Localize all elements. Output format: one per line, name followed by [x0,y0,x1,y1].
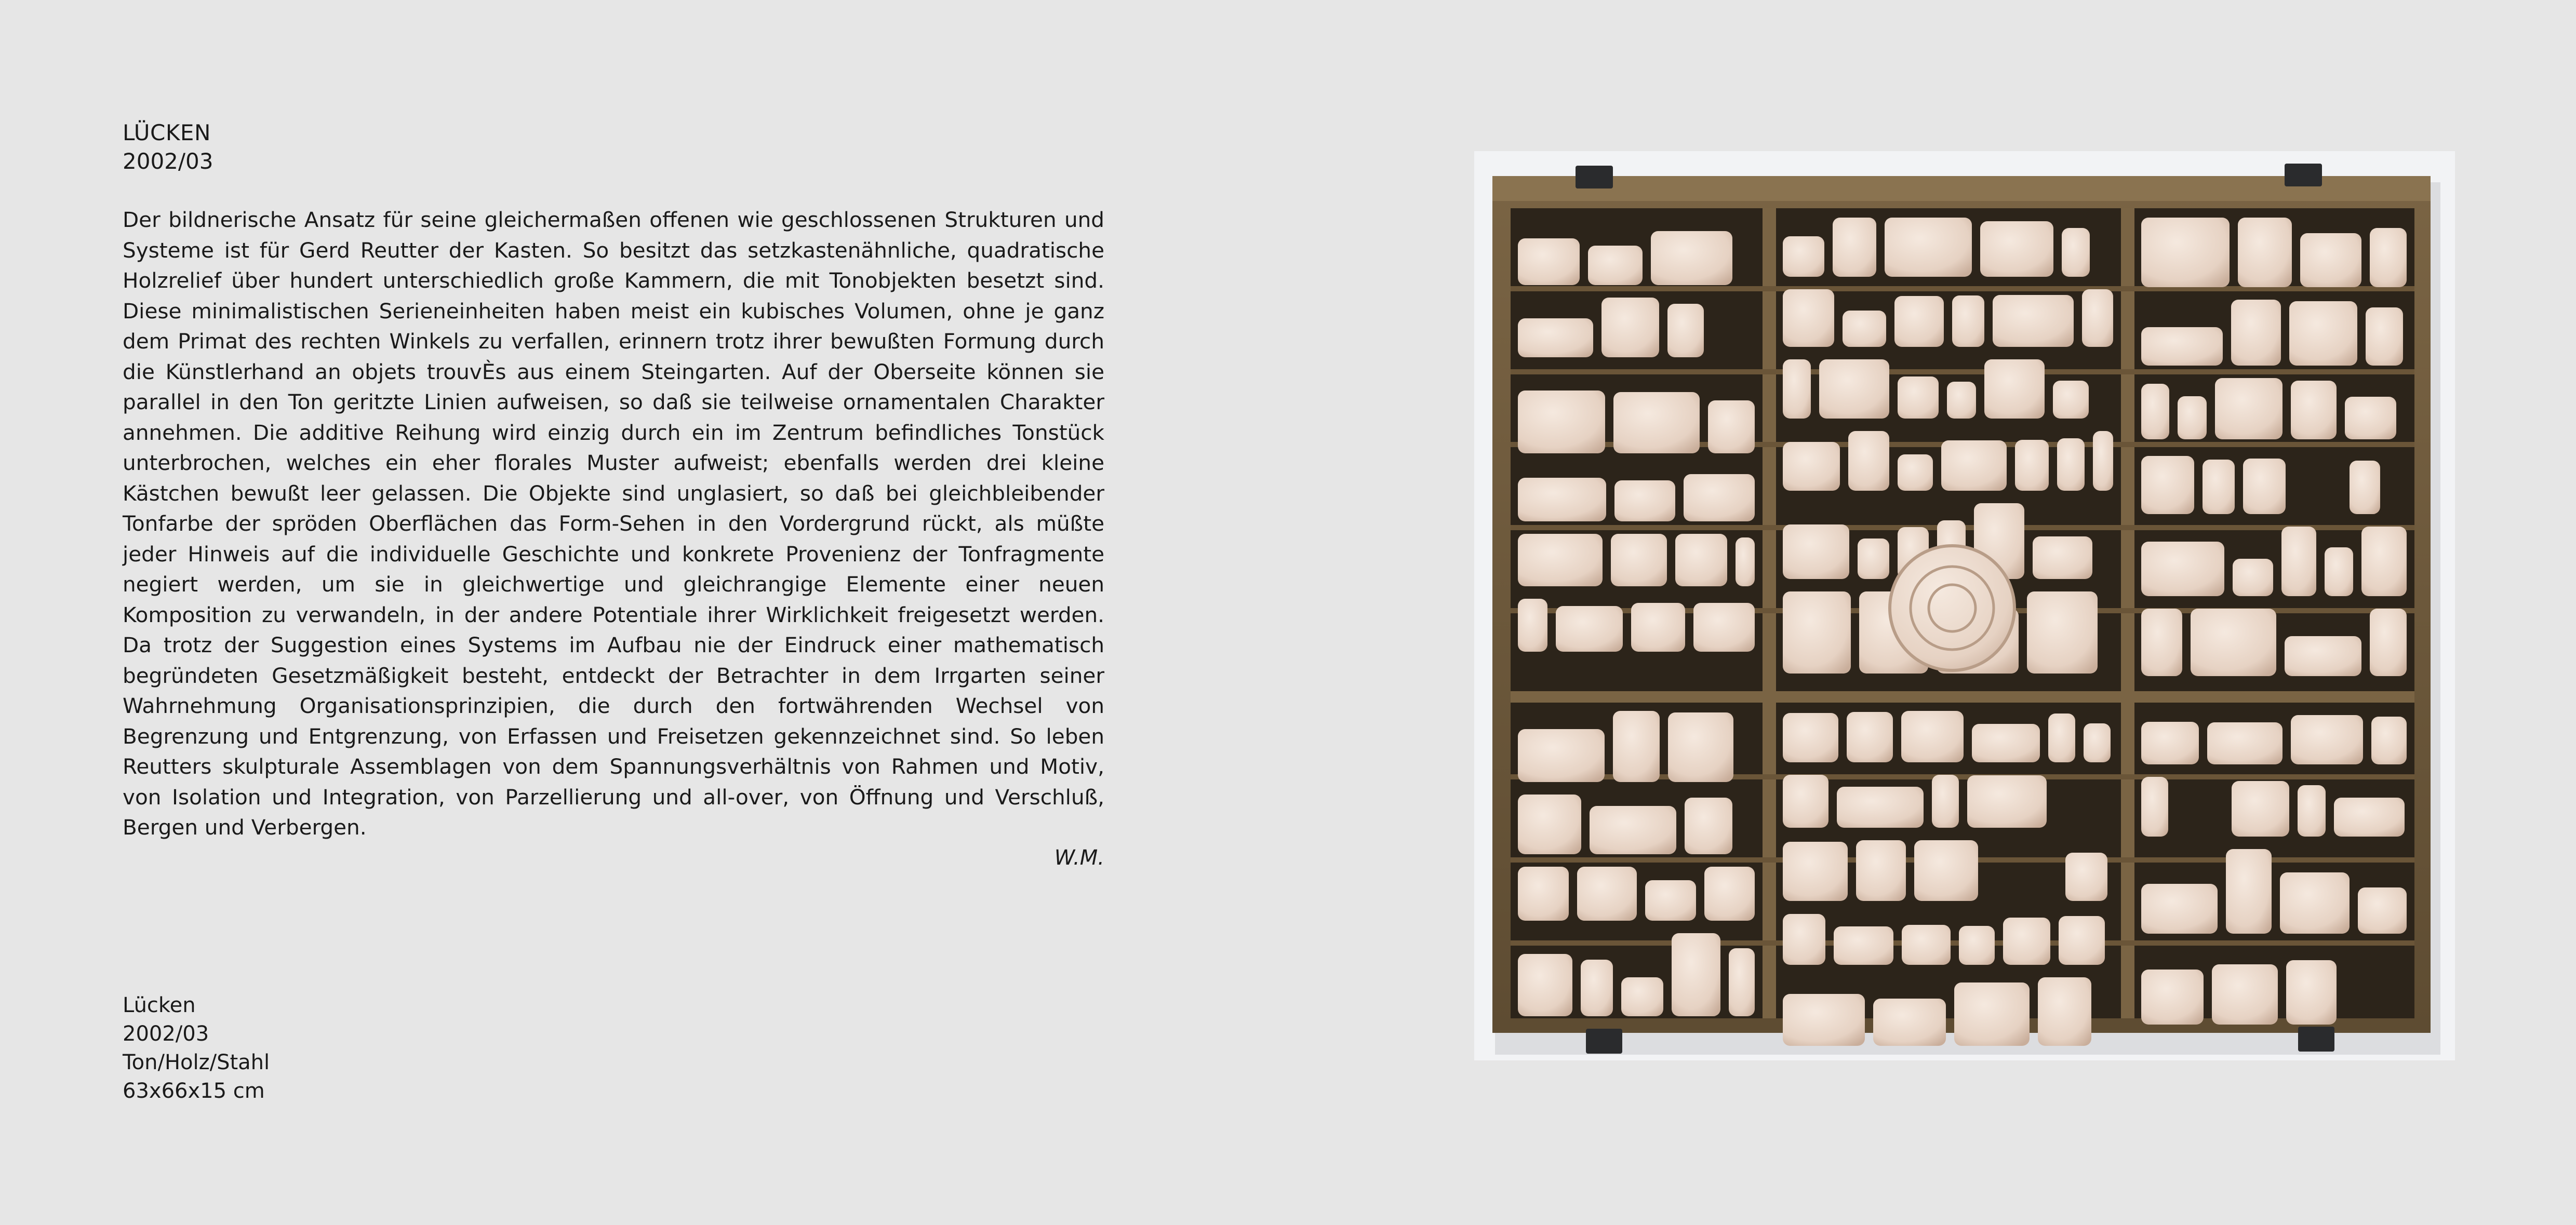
steel-clip-top-left [1576,166,1613,189]
clay-piece [2053,381,2089,419]
clay-piece [2065,853,2107,901]
shelf-divider [1511,369,2414,374]
clay-piece [1518,795,1581,854]
clay-piece [2358,887,2407,934]
clay-piece [2280,872,2350,934]
clay-piece [1819,359,1889,419]
clay-piece [1631,603,1685,652]
clay-piece [1518,729,1605,782]
clay-piece [2141,327,2223,366]
clay-piece [2300,233,2361,287]
clay-piece [1843,311,1886,347]
clay-piece [2057,438,2085,491]
clay-piece [1858,539,1889,579]
clay-piece [1901,711,1964,762]
clay-piece [1972,724,2040,762]
clay-piece [1873,999,1946,1046]
clay-piece [1959,926,1995,965]
clay-piece [1518,867,1569,921]
caption-title: Lücken [123,993,196,1017]
clay-piece [1783,289,1834,347]
clay-piece [1611,534,1667,586]
clay-piece [1898,454,1933,491]
clay-piece [1783,524,1849,579]
clay-piece [2371,717,2407,764]
clay-piece [2298,785,2326,837]
clay-piece [2059,916,2105,965]
clay-piece [1601,298,1659,357]
clay-piece [1693,603,1755,652]
clay-piece [1848,431,1889,491]
steel-clip-bottom-left [1586,1029,1622,1054]
clay-piece [1833,218,1876,277]
clay-piece [1783,775,1828,828]
artwork-heading-title: LÜCKEN [123,120,211,145]
clay-piece [2289,301,2357,366]
clay-piece [1954,982,2030,1046]
clay-piece [2215,378,2283,439]
artwork-photo [1474,151,2455,1060]
clay-piece [2141,777,2168,837]
clay-piece [1783,713,1838,762]
clay-piece [2243,459,2286,514]
clay-piece [1651,231,1732,285]
clay-piece [1984,359,2045,419]
text-column [123,118,1104,873]
clay-piece [1685,798,1732,854]
clay-piece [1668,712,1733,782]
clay-piece [2212,964,2278,1025]
clay-piece [2141,218,2230,287]
clay-piece [1783,359,1811,419]
clay-piece [1621,977,1663,1016]
clay-piece [1783,236,1824,277]
clay-piece [1947,382,1976,419]
clay-piece [2334,798,2405,837]
clay-piece [1783,914,1825,965]
clay-piece [1941,440,2007,491]
clay-piece [2370,228,2407,287]
clay-piece [1885,218,1972,277]
clay-piece [2082,289,2113,347]
clay-piece [1856,840,1906,901]
major-divider [1511,691,2414,703]
clay-piece [2141,456,2194,514]
clay-piece [1952,295,1984,347]
artwork-caption [123,991,270,1106]
clay-piece [2366,307,2403,366]
clay-piece [1613,392,1700,453]
clay-piece [2093,431,2113,491]
clay-piece [1704,867,1755,921]
clay-piece [1590,806,1676,854]
clay-piece [2226,849,2272,934]
caption-year: 2002/03 [123,1022,209,1046]
steel-clip-top-right [2285,164,2322,186]
clay-piece [2141,609,2182,676]
clay-piece [2062,228,2090,277]
caption-dimensions: 63x66x15 cm [123,1079,265,1103]
clay-piece [2141,884,2218,934]
clay-piece [1736,537,1755,586]
clay-piece [1993,295,2074,347]
clay-piece [1518,478,1606,521]
clay-piece [1837,787,1924,828]
clay-piece [2178,396,2207,439]
clay-piece [2350,461,2380,514]
clay-piece [2141,970,2204,1025]
clay-piece [2033,536,2092,579]
clay-piece [2141,384,2169,439]
clay-piece [2325,547,2353,596]
clay-piece [2048,714,2075,762]
clay-piece [1613,711,1660,782]
clay-piece [1894,296,1944,347]
clay-piece [2207,722,2283,764]
clay-piece [2238,218,2292,287]
clay-piece [1518,534,1603,586]
clay-piece [1967,775,2047,828]
clay-piece [1672,933,1720,1016]
clay-piece [2291,381,2337,439]
clay-piece [2285,636,2361,676]
clay-piece [1729,948,1755,1016]
clay-piece [2027,591,2098,674]
clay-piece [1577,867,1637,921]
clay-piece [1675,534,1727,586]
clay-piece [1914,840,1978,901]
clay-piece [2345,397,2396,439]
clay-piece [1518,238,1580,285]
clay-piece [1980,221,2053,277]
clay-piece [1518,391,1605,453]
clay-piece [2191,609,2276,676]
essay-paragraph: Der bildnerische Ansatz für seine gleichermaßen offenen wie geschlossenen Strukturen und Systeme ist für Gerd Reutter der Kasten. So besitzt das setzkastenähnliche, quadratische Holzrelief über hundert unterschiedlich große Kammern, die mit Tonobjekten besetzt sind. Diese minimalistischen Serieneinheiten haben meist ein kubisches Volumen, ohne je ganz dem Primat des rechten Winkels zu verfallen, erinnern trotz ihrer bewußten Formung durch die Künstlerhand an objets trouvÈs aus einem Steingarten. Auf der Oberseite können sie parallel in den Ton geritzte Linien aufweisen, so daß sie teilweise ornamentalen Charakter annehmen. Die additive Reihung wird einzig durch ein im Zentrum befindliches Tonstück unterbrochen, welches ein eher florales Muster aufweist; ebenfalls werden drei kleine Kästchen bewußt leer gelassen. Die Objekte sind unglasiert, so daß bei gleichbleibender Tonfarbe der spröden Oberflächen das Form-Sehen in den Vordergrund rückt, als müßte jeder Hinweis auf die individuelle Geschichte und konkrete Provenienz der Tonfragmente negiert werden, um sie in gleichwertige und gleichrangige Elemente einer neuen Komposition zu verwandeln, in der andere Potentiale ihrer Wirklichkeit freigesetzt werden. Da trotz der Suggestion eines Systems im Aufbau nie der Eindruck einer mathematisch begründeten Gesetzmäßigkeit besteht, entdeckt der Betrachter in dem Irrgarten seiner Wahrnehmung Organisationsprinzipien, die durch den fortwährenden Wechsel von Begrenzung und Entgrenzung, von Erfassen und Freisetzen gekennzeichnet sind. So leben Reutters skulpturale Assemblagen von dem Spannungsverhältnis von Rahmen und Motiv, von Isolation und Integration, von Parzellierung und all-over, von Öffnung und Verschluß, Bergen und Verbergen. [123,207,1104,840]
clay-piece [1588,246,1643,285]
clay-piece [2232,781,2289,837]
clay-piece [2084,723,2111,762]
clay-piece [1834,926,1893,965]
clay-piece [2291,715,2363,764]
central-rosette-piece [1890,546,2014,670]
clay-piece [1847,712,1893,762]
clay-piece [2370,609,2407,676]
clay-piece [1518,599,1547,652]
clay-piece [2141,722,2199,764]
clay-piece [1783,591,1851,674]
clay-piece [1708,400,1755,453]
clay-piece [1783,442,1840,491]
artwork-heading-year: 2002/03 [123,149,213,174]
clay-piece [1645,880,1696,921]
clay-piece [2281,527,2316,596]
caption-material: Ton/Holz/Stahl [123,1051,270,1074]
clay-piece [2203,460,2235,514]
clay-piece [1581,960,1613,1016]
clay-piece [1518,954,1572,1016]
steel-clip-bottom-right [2298,1027,2334,1052]
author-signature: W.M. [1054,845,1104,870]
clay-piece [2015,440,2049,491]
clay-piece [2003,918,2050,965]
clay-piece [1556,606,1623,652]
clay-piece [1667,304,1704,357]
clay-piece [1783,842,1848,901]
clay-piece [1684,474,1755,521]
clay-piece [1614,480,1675,521]
clay-piece [2233,559,2273,596]
clay-piece [2231,300,2281,366]
clay-piece [2141,542,2224,596]
clay-piece [1902,925,1951,965]
clay-piece [1783,994,1865,1046]
clay-piece [2038,977,2091,1046]
clay-piece [2286,960,2337,1025]
wood-relief-image [1474,151,2455,1060]
clay-piece [1518,318,1593,357]
clay-piece [1932,775,1959,828]
clay-piece [1898,376,1939,419]
clay-piece [2361,527,2407,596]
